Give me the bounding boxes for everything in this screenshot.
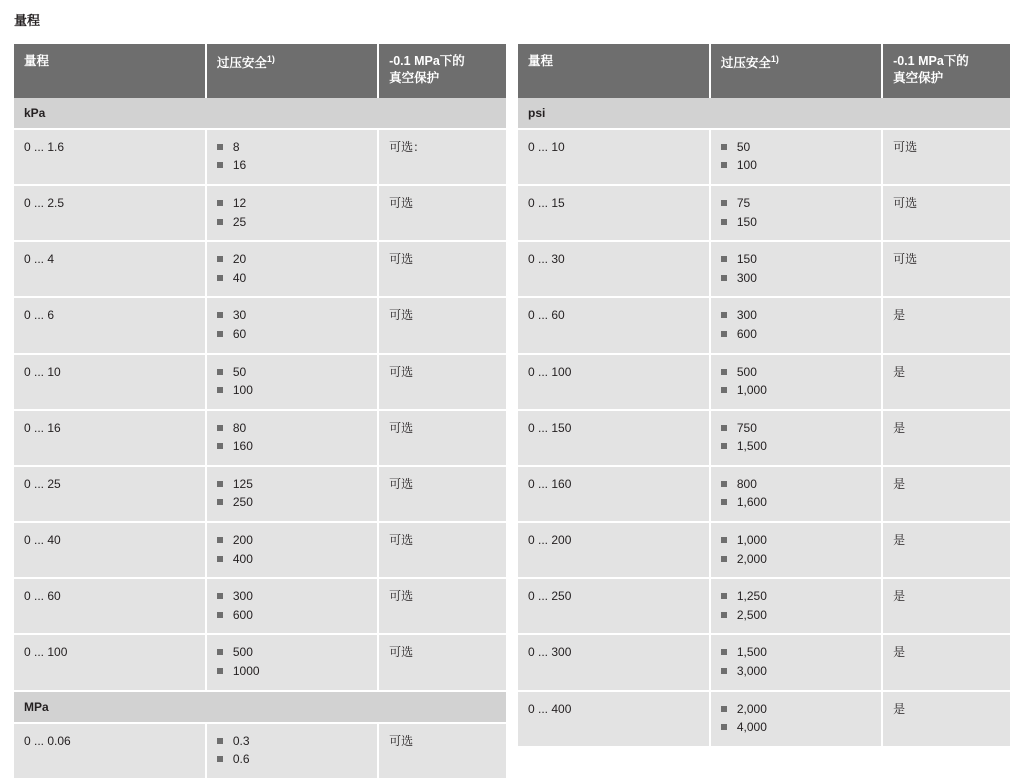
overpressure-list — [217, 419, 367, 456]
overpressure-list — [721, 250, 871, 287]
cell-range: 0 ... 2.5 — [14, 185, 206, 241]
overpressure-list — [721, 138, 871, 175]
overpressure-value: 2,000 — [721, 550, 871, 569]
cell-overpressure — [206, 723, 378, 779]
overpressure-list — [217, 475, 367, 512]
table-row — [14, 129, 506, 185]
cell-range: 0 ... 150 — [518, 410, 710, 466]
overpressure-value: 800 — [721, 475, 871, 494]
overpressure-value: 12 — [217, 194, 367, 213]
overpressure-value: 60 — [217, 325, 367, 344]
cell-vacuum: 可选： — [378, 129, 506, 185]
cell-vacuum: 是 — [882, 691, 1010, 747]
cell-range: 0 ... 1.6 — [14, 129, 206, 185]
cell-vacuum: 可选 — [378, 354, 506, 410]
cell-vacuum: 可选 — [882, 241, 1010, 297]
cell-range: 0 ... 10 — [518, 129, 710, 185]
overpressure-value: 500 — [721, 363, 871, 382]
overpressure-value: 0.6 — [217, 750, 367, 769]
cell-vacuum: 可选 — [378, 522, 506, 578]
table-body-kpa-mpa — [14, 98, 506, 779]
overpressure-list — [721, 306, 871, 343]
cell-overpressure — [710, 185, 882, 241]
cell-overpressure — [206, 354, 378, 410]
cell-overpressure — [710, 354, 882, 410]
overpressure-value: 1000 — [217, 662, 367, 681]
cell-vacuum: 可选 — [882, 185, 1010, 241]
cell-range: 0 ... 60 — [14, 578, 206, 634]
cell-overpressure — [206, 185, 378, 241]
vacuum-header-line2: 真空保护 — [893, 70, 944, 85]
table-row — [518, 691, 1010, 747]
table-row — [14, 185, 506, 241]
cell-range: 0 ... 6 — [14, 297, 206, 353]
range-table-psi-container — [518, 44, 1010, 748]
cell-vacuum: 是 — [882, 410, 1010, 466]
overpressure-value: 300 — [217, 587, 367, 606]
cell-range: 0 ... 160 — [518, 466, 710, 522]
cell-range: 0 ... 10 — [14, 354, 206, 410]
cell-overpressure — [710, 466, 882, 522]
range-table-kpa-mpa — [14, 44, 506, 780]
overpressure-value: 2,000 — [721, 700, 871, 719]
cell-overpressure — [206, 297, 378, 353]
cell-vacuum: 可选 — [882, 129, 1010, 185]
overpressure-list — [217, 194, 367, 231]
overpressure-value: 750 — [721, 419, 871, 438]
overpressure-value: 80 — [217, 419, 367, 438]
footnote-marker: 1) — [266, 54, 275, 64]
overpressure-value: 4,000 — [721, 718, 871, 737]
column-header-overpressure: 过压安全$^{1)}$ — [206, 44, 378, 98]
column-header-vacuum — [882, 44, 1010, 98]
cell-overpressure — [710, 129, 882, 185]
cell-vacuum: 可选 — [378, 297, 506, 353]
overpressure-value: 100 — [217, 381, 367, 400]
overpressure-list — [721, 700, 871, 737]
overpressure-value: 1,250 — [721, 587, 871, 606]
overpressure-value: 25 — [217, 213, 367, 232]
cell-vacuum: 是 — [882, 466, 1010, 522]
cell-overpressure — [710, 522, 882, 578]
overpressure-list — [217, 643, 367, 680]
vacuum-header-line1: -0.1 MPa下的 — [389, 54, 465, 68]
page-title: 量程 — [14, 13, 41, 28]
cell-overpressure — [206, 410, 378, 466]
table-row — [518, 410, 1010, 466]
cell-range: 0 ... 16 — [14, 410, 206, 466]
table-row — [518, 185, 1010, 241]
overpressure-value: 50 — [721, 138, 871, 157]
cell-range: 0 ... 400 — [518, 691, 710, 747]
vacuum-header-line2: 真空保护 — [389, 70, 440, 85]
overpressure-list — [217, 138, 367, 175]
table-row — [14, 410, 506, 466]
overpressure-value: 250 — [217, 493, 367, 512]
range-table-kpa-mpa-container — [14, 44, 506, 780]
cell-overpressure — [710, 578, 882, 634]
table-row — [518, 522, 1010, 578]
overpressure-value: 600 — [721, 325, 871, 344]
table-header-row — [14, 44, 506, 98]
cell-range: 0 ... 15 — [518, 185, 710, 241]
overpressure-value: 20 — [217, 250, 367, 269]
cell-range: 0 ... 40 — [14, 522, 206, 578]
cell-vacuum: 可选 — [378, 410, 506, 466]
table-row — [14, 466, 506, 522]
cell-vacuum: 可选 — [378, 723, 506, 779]
overpressure-list — [721, 419, 871, 456]
column-header-range: 量程 — [14, 44, 206, 98]
column-header-vacuum — [378, 44, 506, 98]
table-body-psi — [518, 98, 1010, 747]
overpressure-value: 100 — [721, 156, 871, 175]
overpressure-list — [217, 531, 367, 568]
overpressure-value: 300 — [721, 269, 871, 288]
table-row — [518, 578, 1010, 634]
column-header-overpressure: 过压安全$^{1)}$ — [710, 44, 882, 98]
overpressure-value: 8 — [217, 138, 367, 157]
cell-vacuum: 是 — [882, 522, 1010, 578]
table-group-row — [14, 98, 506, 129]
overpressure-value: 1,000 — [721, 531, 871, 550]
overpressure-value: 30 — [217, 306, 367, 325]
overpressure-list — [217, 587, 367, 624]
overpressure-list — [721, 194, 871, 231]
overpressure-list — [217, 732, 367, 769]
overpressure-value: 3,000 — [721, 662, 871, 681]
cell-overpressure — [206, 129, 378, 185]
table-row — [518, 129, 1010, 185]
table-row — [518, 354, 1010, 410]
cell-overpressure — [710, 410, 882, 466]
cell-vacuum: 可选 — [378, 241, 506, 297]
table-row — [14, 354, 506, 410]
cell-vacuum: 可选 — [378, 466, 506, 522]
cell-overpressure — [206, 241, 378, 297]
overpressure-value: 0.3 — [217, 732, 367, 751]
table-row — [14, 297, 506, 353]
overpressure-value: 500 — [217, 643, 367, 662]
overpressure-value: 1,000 — [721, 381, 871, 400]
overpressure-list — [721, 587, 871, 624]
group-label: kPa — [14, 98, 506, 129]
overpressure-value: 200 — [217, 531, 367, 550]
overpressure-value: 300 — [721, 306, 871, 325]
overpressure-list — [721, 475, 871, 512]
cell-vacuum: 是 — [882, 354, 1010, 410]
table-row — [14, 723, 506, 779]
overpressure-value: 75 — [721, 194, 871, 213]
overpressure-value: 600 — [217, 606, 367, 625]
column-header-range: 量程 — [518, 44, 710, 98]
table-group-row — [518, 98, 1010, 129]
table-row — [518, 297, 1010, 353]
cell-overpressure — [710, 241, 882, 297]
cell-overpressure — [710, 297, 882, 353]
group-label: psi — [518, 98, 1010, 129]
table-header-row — [518, 44, 1010, 98]
cell-range: 0 ... 25 — [14, 466, 206, 522]
cell-range: 0 ... 250 — [518, 578, 710, 634]
overpressure-list — [217, 363, 367, 400]
cell-range: 0 ... 100 — [14, 634, 206, 690]
overpressure-value: 1,600 — [721, 493, 871, 512]
cell-vacuum: 可选 — [378, 185, 506, 241]
table-row — [518, 466, 1010, 522]
vacuum-header-line1: -0.1 MPa下的 — [893, 54, 969, 68]
overpressure-value: 40 — [217, 269, 367, 288]
cell-vacuum: 是 — [882, 578, 1010, 634]
overpressure-value: 50 — [217, 363, 367, 382]
overpressure-list — [217, 306, 367, 343]
table-row — [14, 241, 506, 297]
cell-vacuum: 可选 — [378, 578, 506, 634]
overpressure-list — [721, 643, 871, 680]
table-group-row — [14, 691, 506, 723]
cell-overpressure — [206, 522, 378, 578]
overpressure-value: 16 — [217, 156, 367, 175]
footnote-marker: 1) — [770, 54, 779, 64]
cell-range: 0 ... 300 — [518, 634, 710, 690]
overpressure-list — [721, 531, 871, 568]
cell-overpressure — [710, 691, 882, 747]
cell-vacuum: 是 — [882, 297, 1010, 353]
overpressure-value: 150 — [721, 213, 871, 232]
range-table-psi — [518, 44, 1010, 748]
cell-overpressure — [206, 578, 378, 634]
overpressure-list — [721, 363, 871, 400]
cell-vacuum: 是 — [882, 634, 1010, 690]
overpressure-value: 2,500 — [721, 606, 871, 625]
overpressure-value: 1,500 — [721, 437, 871, 456]
group-label: MPa — [14, 691, 506, 723]
table-header — [14, 44, 506, 98]
table-row — [14, 522, 506, 578]
overpressure-list — [217, 250, 367, 287]
overpressure-value: 400 — [217, 550, 367, 569]
overpressure-value: 160 — [217, 437, 367, 456]
cell-range: 0 ... 4 — [14, 241, 206, 297]
cell-range: 0 ... 0.06 — [14, 723, 206, 779]
table-header — [518, 44, 1010, 98]
cell-vacuum: 可选 — [378, 634, 506, 690]
overpressure-value: 150 — [721, 250, 871, 269]
cell-range: 0 ... 200 — [518, 522, 710, 578]
cell-range: 0 ... 30 — [518, 241, 710, 297]
table-row — [518, 241, 1010, 297]
table-row — [14, 578, 506, 634]
cell-range: 0 ... 60 — [518, 297, 710, 353]
cell-range: 0 ... 100 — [518, 354, 710, 410]
overpressure-value: 1,500 — [721, 643, 871, 662]
cell-overpressure — [206, 466, 378, 522]
overpressure-value: 125 — [217, 475, 367, 494]
